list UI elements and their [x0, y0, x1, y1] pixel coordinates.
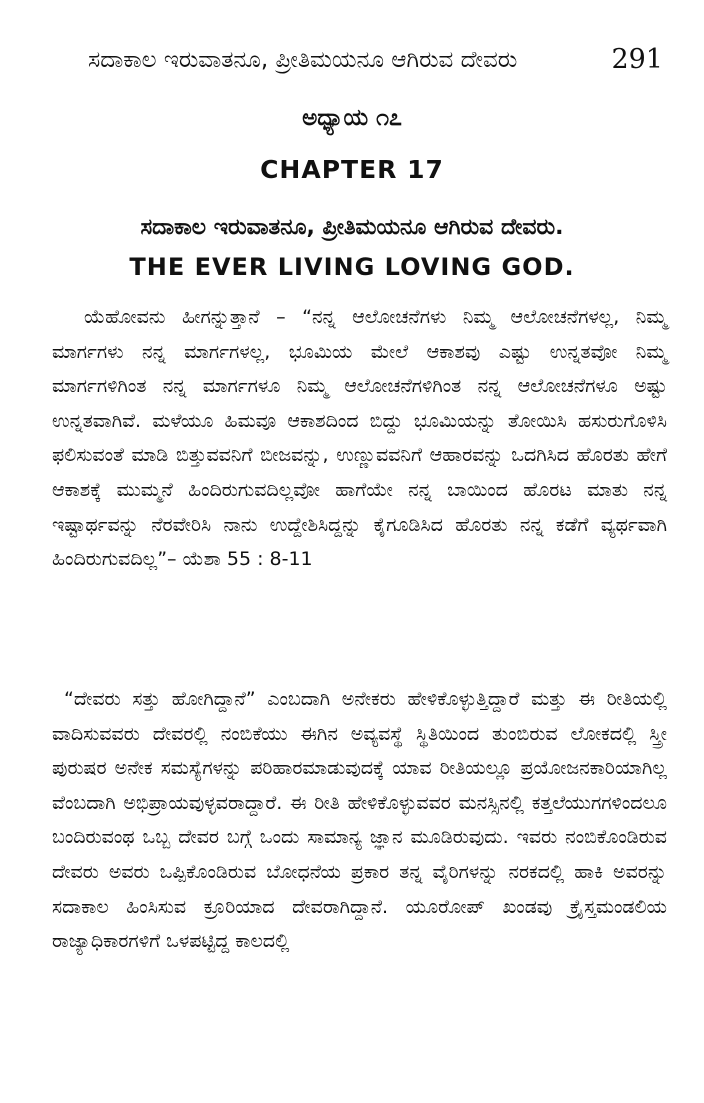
chapter-title-english: THE EVER LIVING LOVING GOD. [129, 253, 575, 281]
running-header [88, 40, 663, 80]
running-header-title: ಸದಾಕಾಲ ಇರುವಾತನೂ, ಪ್ರೀತಿಮಯನೂ ಆಗಿರುವ ದೇವರು [88, 47, 518, 73]
page-number: 291 [611, 44, 663, 75]
chapter-title-kannada: ಸದಾಕಾಲ ಇರುವಾತನೂ, ಪ್ರೀತಿಮಯನೂ ಆಗಿರುವ ದೇವರು. [140, 215, 564, 240]
chapter-label-english: CHAPTER 17 [260, 155, 444, 184]
body-paragraph: “ದೇವರು ಸತ್ತು ಹೋಗಿದ್ದಾನೆ” ಎಂಬದಾಗಿ ಅನೇಕರು ಹೇಳಿಕೊಳ್ಳುತ್ತಿದ್ದಾರೆ ಮತ್ತು ಈ ರೀತಿಯಲ್ಲಿ ವಾದಿಸುವವರು ದೇವರಲ್ಲಿ ನಂಬಿಕೆಯು ಈಗಿನ ಅವ್ಯವಸ್ಥೆ ಸ್ಥಿತಿಯಿಂದ ತುಂಬಿರುವ ಲೋಕದಲ್ಲಿ ಸ್ತ್ರೀ ಪುರುಷರ ಅನೇಕ ಸಮಸ್ಯೆಗಳನ್ನು ಪರಿಹಾರಮಾಡುವುದಕ್ಕೆ ಯಾವ ರೀತಿಯಲ್ಲೂ ಪ್ರಯೋಜನಕಾರಿಯಾಗಿಲ್ಲ ವೆಂಬದಾಗಿ ಅಭಿಪ್ರಾಯವುಳ್ಳವರಾದ್ದಾರೆ. ಈ ರೀತಿ ಹೇಳಿಕೊಳ್ಳುವವರ ಮನಸ್ಸಿನಲ್ಲಿ ಕತ್ತಲೆಯುಗಗಳಿಂದಲೂ ಬಂದಿರುವಂಥ ಒಬ್ಬ ದೇವರ ಬಗ್ಗೆ ಒಂದು ಸಾಮಾನ್ಯ ಜ್ಞಾನ ಮೂಡಿರುವುದು. ಇವರು ನಂಬಿಕೊಂಡಿರುವ ದೇವರು ಅವರು ಒಪ್ಪಿಕೊಂಡಿರುವ ಬೋಧನೆಯ ಪ್ರಕಾರ ತನ್ನ ವೈರಿಗಳನ್ನು ನರಕದಲ್ಲಿ ಹಾಕಿ ಅವರನ್ನು ಸದಾಕಾಲ ಹಿಂಸಿಸುವ ಕ್ರೂರಿಯಾದ ದೇವರಾಗಿದ್ದಾನೆ. ಯೂರೋಪ್ ಖಂಡವು ಕ್ರೈಸ್ತಮಂಡಲಿಯ ರಾಜ್ಯಾಧಿಕಾರಗಳಿಗೆ ಒಳಪಟ್ಟಿದ್ದ ಕಾಲದಲ್ಲಿ [52, 688, 667, 953]
body-paragraph-scripture-quote: ಯೆಹೋವನು ಹೀಗನ್ನುತ್ತಾನೆ – “ನನ್ನ ಆಲೋಚನೆಗಳು ನಿಮ್ಮ ಆಲೋಚನೆಗಳಲ್ಲ, ನಿಮ್ಮ ಮಾರ್ಗಗಳು ನನ್ನ ಮಾರ್ಗಗಳಲ್ಲ, ಭೂಮಿಯ ಮೇಲೆ ಆಕಾಶವು ಎಷ್ಟು ಉನ್ನತವೋ ನಿಮ್ಮ ಮಾರ್ಗಗಳಿಗಿಂತ ನನ್ನ ಮಾರ್ಗಗಳೂ ನಿಮ್ಮ ಆಲೋಚನೆಗಳಿಗಿಂತ ನನ್ನ ಆಲೋಚನೆಗಳೂ ಅಷ್ಟು ಉನ್ನತವಾಗಿವೆ. ಮಳೆಯೂ ಹಿಮವೂ ಆಕಾಶದಿಂದ ಬಿದ್ದು ಭೂಮಿಯನ್ನು ತೋಯಿಸಿ ಹಸುರುಗೊಳಿಸಿ ಫಲಿಸುವಂತೆ ಮಾಡಿ ಬಿತ್ತುವವನಿಗೆ ಬೀಜವನ್ನು, ಉಣ್ಣುವವನಿಗೆ ಆಹಾರವನ್ನು ಒದಗಿಸಿದ ಹೊರತು ಹೇಗೆ ಆಕಾಶಕ್ಕೆ ಮುಮ್ಮನೆ ಹಿಂದಿರುಗುವದಿಲ್ಲವೋ ಹಾಗೆಯೇ ನನ್ನ ಬಾಯಿಂದ ಹೊರಟ ಮಾತು ನನ್ನ ಇಷ್ಟಾರ್ಥವನ್ನು ನೆರವೇರಿಸಿ ನಾನು ಉದ್ದೇಶಿಸಿದ್ದನ್ನು ಕೈಗೂಡಿಸಿದ ಹೊರತು ನನ್ನ ಕಡೆಗೆ ವ್ಯರ್ಥವಾಗಿ ಹಿಂದಿರುಗುವದಿಲ್ಲ”– ಯೆಶಾ 55 : 8-11 [52, 306, 667, 571]
chapter-label-kannada: ಅಧ್ಯಾಯ ೧೭ [302, 105, 402, 131]
